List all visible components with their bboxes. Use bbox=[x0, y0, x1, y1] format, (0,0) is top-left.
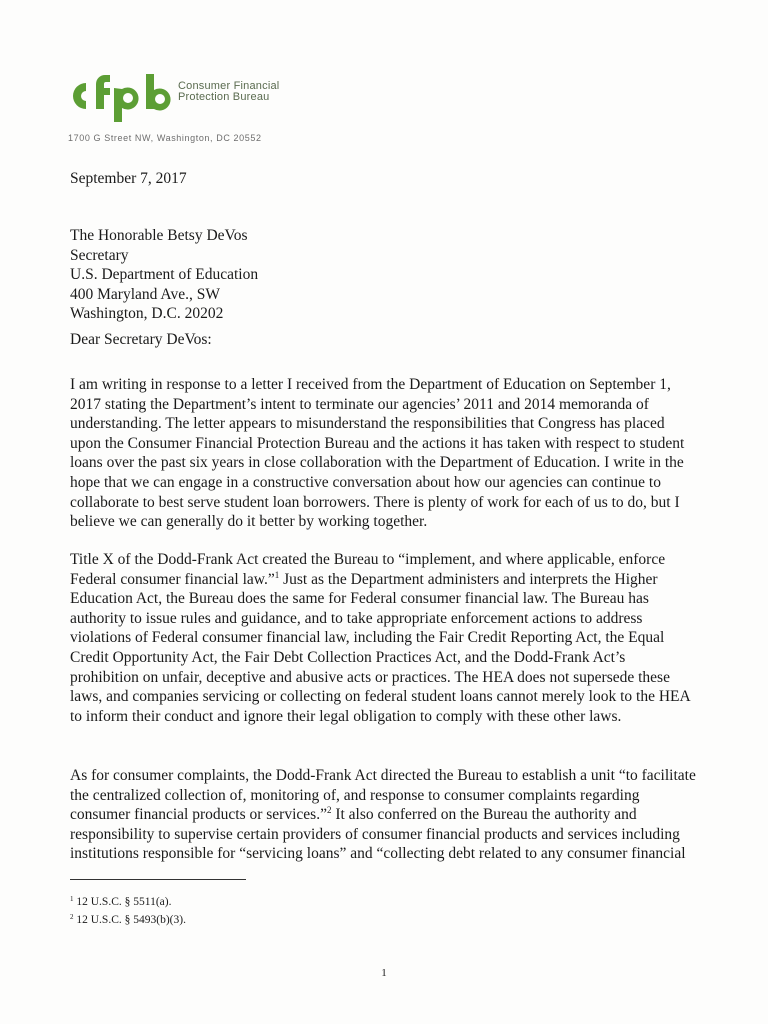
paragraph-2 bbox=[70, 550, 694, 726]
paragraph-line bbox=[70, 570, 694, 590]
footnote-text: 12 U.S.C. § 5493(b)(3). bbox=[76, 914, 186, 926]
paragraph-line-segment: consumer financial products or services.” bbox=[70, 806, 327, 824]
cfpb-logo bbox=[66, 70, 176, 126]
letterhead-address: 1700 G Street NW, Washington, DC 20552 bbox=[68, 133, 262, 143]
paragraph-line: laws, and companies servicing or collecting on federal student loans cannot merely look to the HEA bbox=[70, 688, 691, 706]
recipient-line: The Honorable Betsy DeVos bbox=[70, 227, 248, 244]
footnotes bbox=[70, 893, 186, 929]
footnote-divider bbox=[70, 879, 246, 880]
paragraph-line: collaborate to best serve student loan borrowers. There is plenty of work for each of us to do, but I bbox=[70, 493, 680, 511]
agency-line-2: Protection Bureau bbox=[178, 91, 270, 103]
salutation: Dear Secretary DeVos: bbox=[70, 331, 212, 348]
footnote-text: 12 U.S.C. § 5511(a). bbox=[76, 896, 172, 908]
paragraph-line: hope that we can engage in a constructive conversation about how our agencies can continue to bbox=[70, 473, 661, 491]
footnote-ref-1: 1 bbox=[274, 569, 280, 580]
paragraph-line: Credit Opportunity Act, the Fair Debt Collection Practices Act, and the Dodd-Frank Act’s bbox=[70, 648, 626, 666]
paragraph-line: Title X of the Dodd-Frank Act created the Bureau to “implement, and where applicable, enforce bbox=[70, 551, 666, 568]
recipient-line: 400 Maryland Ave., SW bbox=[70, 285, 220, 303]
paragraph-line: the centralized collection of, monitoring of, and response to consumer complaints regarding bbox=[70, 786, 640, 804]
agency-line-1: Consumer Financial bbox=[178, 80, 280, 92]
paragraph-line: believe we can generally do it better by working together. bbox=[70, 513, 428, 531]
paragraph-line: to inform their conduct and ignore their legal obligation to comply with these other laws. bbox=[70, 707, 622, 725]
paragraph-line: prohibition on unfair, deceptive and abusive acts or practices. The HEA does not supersede these bbox=[70, 668, 670, 686]
paragraph-3 bbox=[70, 766, 694, 864]
paragraph-line: As for consumer complaints, the Dodd-Frank Act directed the Bureau to establish a unit “to facilitate bbox=[70, 767, 696, 784]
page-number: 1 bbox=[381, 967, 387, 979]
paragraph-1 bbox=[70, 375, 694, 532]
recipient-line: U.S. Department of Education bbox=[70, 266, 259, 284]
paragraph-line-segment: Federal consumer financial law.” bbox=[70, 570, 275, 588]
footnote-mark: 1 bbox=[70, 895, 74, 903]
footnote-ref-2: 2 bbox=[326, 805, 332, 816]
recipient-line: Secretary bbox=[70, 246, 129, 264]
paragraph-line: Education Act, the Bureau does the same for Federal consumer financial law. The Bureau has bbox=[70, 590, 649, 608]
paragraph-line bbox=[70, 805, 694, 825]
paragraph-line: understanding. The letter appears to misunderstand the responsibilities that Congress has placed bbox=[70, 415, 665, 433]
paragraph-line: I am writing in response to a letter I received from the Department of Education on September 1, bbox=[70, 376, 671, 393]
letter-date: September 7, 2017 bbox=[70, 170, 187, 187]
footnote-1 bbox=[70, 893, 186, 911]
footnote-2 bbox=[70, 911, 186, 929]
paragraph-line: responsibility to supervise certain providers of consumer financial products and services including bbox=[70, 825, 680, 843]
paragraph-line-segment: Just as the Department administers and interprets the Higher bbox=[279, 570, 658, 588]
recipient-line: Washington, D.C. 20202 bbox=[70, 305, 224, 323]
paragraph-line: authority to issue rules and guidance, and to take appropriate enforcement actions to address bbox=[70, 609, 643, 627]
recipient-address-block bbox=[70, 226, 258, 324]
paragraph-line: 2017 stating the Department’s intent to terminate our agencies’ 2011 and 2014 memoranda of bbox=[70, 395, 649, 413]
footnote-mark: 2 bbox=[70, 913, 74, 921]
agency-name bbox=[178, 81, 279, 103]
paragraph-line-segment: It also conferred on the Bureau the authority and bbox=[331, 806, 637, 824]
paragraph-line: loans over the past six years in close collaboration with the Department of Education. I write in the bbox=[70, 454, 684, 472]
paragraph-line: institutions responsible for “servicing loans” and “collecting debt related to any consumer financial bbox=[70, 845, 686, 863]
paragraph-line: violations of Federal consumer financial law, including the Fair Credit Reporting Act, the Equal bbox=[70, 629, 665, 647]
paragraph-line: upon the Consumer Financial Protection Bureau and the actions it has taken with respect to student bbox=[70, 434, 685, 452]
